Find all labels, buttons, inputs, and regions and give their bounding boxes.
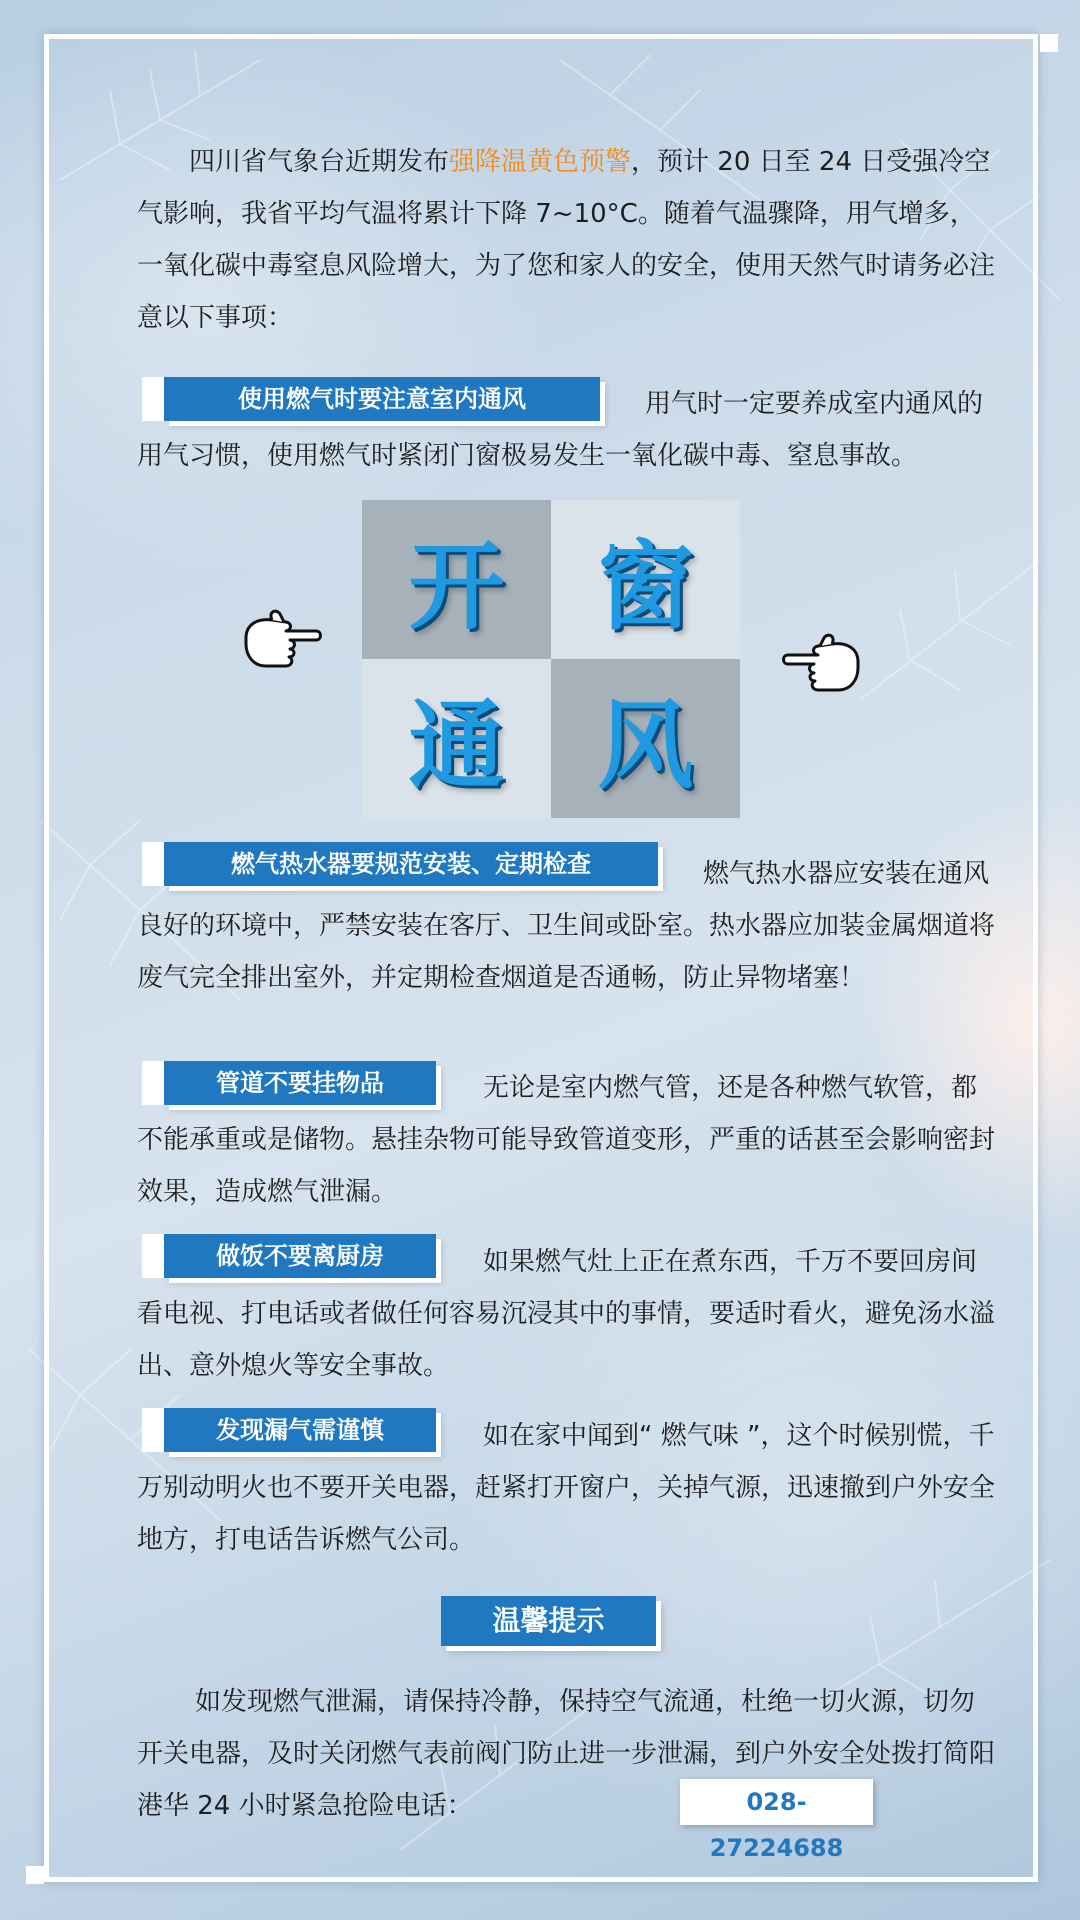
section-paragraph-cooking	[137, 1236, 997, 1392]
section-tag-label: 发现漏气需谨慎	[216, 1416, 384, 1444]
slogan-char-3: 通	[362, 659, 551, 818]
section-paragraph-water-heater	[137, 848, 997, 1004]
slogan-grid	[362, 500, 740, 818]
section-tag-label: 燃气热水器要规范安装、定期检查	[231, 850, 591, 878]
section-tag-label: 做饭不要离厨房	[216, 1242, 384, 1270]
slogan-char-1: 开	[362, 500, 551, 659]
slogan-char-4: 风	[551, 659, 740, 818]
section-rest: 千万别动明火也不要开关电器，赶紧打开窗户，关掉气源，迅速撤到户外安全地方，打电话告诉燃气公司。	[137, 1421, 996, 1555]
section-rest: 间看电视、打电话或者做任何容易沉浸其中的事情，要适时看火，避免汤水溢出、意外熄火等安全事故。	[137, 1247, 996, 1381]
frame-corner-top-right	[1040, 34, 1058, 52]
section-rest: 的用气习惯，使用燃气时紧闭门窗极易发生一氧化碳中毒、窒息事故。	[137, 389, 984, 471]
intro-rest: ，预计 20 日至 24 日受强冷空气影响，我省平均气温将累计下降 7~10°C。随着气温骤降，用气增多，一氧化碳中毒窒息风险增大，为了您和家人的安全，使用天然气时请务必注意以下事项：	[137, 147, 996, 333]
section-rest: 风良好的环境中，严禁安装在客厅、卫生间或卧室。热水器应加装金属烟道将废气完全排出室外，并定期检查烟道是否通畅，防止异物堵塞！	[137, 859, 996, 993]
section-paragraph-gas-leak	[137, 1410, 997, 1566]
pointing-hand-left-icon	[782, 628, 866, 698]
intro-paragraph	[137, 136, 997, 344]
warning-highlight: 强降温黄色预警	[449, 147, 632, 177]
section-lead: 如在家中闻到“ 燃气味 ”，这个时候别慌，	[483, 1421, 969, 1451]
section-tag-label: 管道不要挂物品	[216, 1069, 384, 1097]
hotline-phone-number[interactable]: 028-27224688	[680, 1779, 873, 1825]
pointing-hand-right-icon	[238, 604, 322, 674]
section-lead: 用气时一定要养成室内通风	[645, 389, 958, 419]
section-lead: 如果燃气灶上正在煮东西，千万不要回房	[483, 1247, 952, 1277]
section-lead: 无论是室内燃气管，还是各种燃气软管，	[483, 1073, 952, 1103]
frame-corner-bottom-left	[26, 1866, 44, 1884]
intro-lead: 四川省气象台近期发布	[189, 147, 450, 177]
section-rest: 都不能承重或是储物。悬挂杂物可能导致管道变形，严重的话甚至会影响密封效果，造成燃气泄漏。	[137, 1073, 996, 1207]
slogan-char-2: 窗	[551, 500, 740, 659]
section-lead: 燃气热水器应安装在通	[703, 859, 964, 889]
section-paragraph-ventilation	[137, 378, 997, 482]
section-tag-label: 使用燃气时要注意室内通风	[238, 385, 526, 413]
section-paragraph-pipes	[137, 1062, 997, 1218]
tips-text: 如发现燃气泄漏，请保持冷静，保持空气流通，杜绝一切火源，切勿开关电器，及时关闭燃气表前阀门防止进一步泄漏，到户外安全处拨打简阳港华 24 小时紧急抢险电话：	[137, 1687, 996, 1821]
tips-heading: 温馨提示	[441, 1596, 656, 1646]
